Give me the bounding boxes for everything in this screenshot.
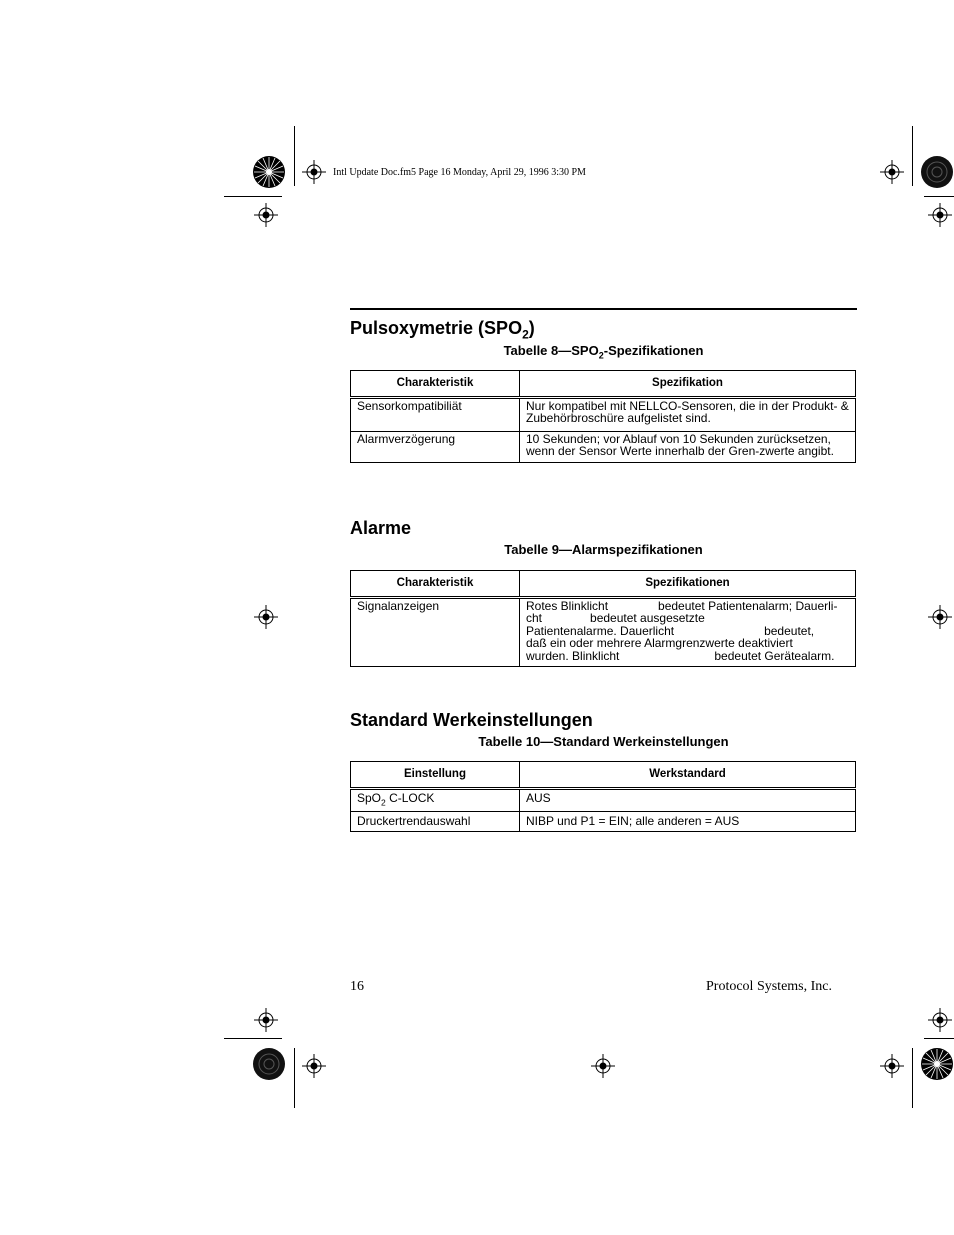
crosshair-target-icon bbox=[254, 203, 278, 227]
registration-starburst-icon bbox=[920, 1047, 954, 1081]
print-header-file-info: Intl Update Doc.fm5 Page 16 Monday, April 29, 1996 3:30 PM bbox=[333, 167, 586, 178]
section-top-rule bbox=[350, 308, 857, 310]
table-row bbox=[351, 397, 856, 431]
crop-mark bbox=[912, 1048, 913, 1108]
crop-mark bbox=[912, 126, 913, 186]
crop-mark bbox=[924, 1038, 954, 1039]
section-title-pulsoxymetrie: Pulsoxymetrie $(SPO_2)$ bbox=[350, 318, 535, 342]
crosshair-target-icon bbox=[591, 1054, 615, 1078]
column-header-werkstandard: Werkstandard bbox=[520, 762, 856, 789]
crosshair-target-icon bbox=[880, 1054, 904, 1078]
crosshair-target-icon bbox=[928, 605, 952, 629]
section-title-alarme: Alarme bbox=[350, 518, 412, 538]
column-header-spezifikation: Spezifikation bbox=[520, 371, 856, 398]
table-row bbox=[351, 597, 856, 667]
table-cell: 10 Sekunden; vor Ablauf von 10 Sekunden zurücksetzen, wenn der Sensor Werte innerhalb der Gren-zwerte angibt. bbox=[520, 431, 856, 462]
text-line: Patientenalarme. Dauerlicht bedeutet, bbox=[526, 623, 815, 638]
section-title-standard-werkeinstellungen: Standard Werkeinstellungen bbox=[350, 710, 593, 730]
crosshair-target-icon bbox=[254, 1008, 278, 1032]
table-row bbox=[351, 788, 856, 812]
crosshair-target-icon bbox=[880, 160, 904, 184]
table-row bbox=[351, 812, 856, 832]
table-cell: Nur kompatibel mit NELLCO-Sensoren, die in der Produkt- & Zubehörbroschüre aufgelistet sind. bbox=[520, 397, 856, 431]
crop-mark bbox=[224, 1038, 282, 1039]
text-line: wurden. Blinklicht bedeutet Gerätealarm. bbox=[526, 648, 835, 663]
registration-disk-icon bbox=[920, 155, 954, 189]
table-cell: Sensorkompatibiliät bbox=[351, 397, 520, 431]
crosshair-target-icon bbox=[302, 160, 326, 184]
crosshair-target-icon bbox=[254, 605, 278, 629]
table-cell: Druckertrendauswahl bbox=[351, 812, 520, 832]
column-header-einstellung: Einstellung bbox=[351, 762, 520, 789]
table-8-caption: Tabelle $8—SPO_2$-Spezifikationen bbox=[503, 343, 704, 361]
registration-starburst-icon bbox=[252, 155, 286, 189]
crop-mark bbox=[224, 196, 282, 197]
table-10-caption: Tabelle 10—Standard Werkeinstellungen bbox=[478, 734, 729, 749]
crop-mark bbox=[294, 126, 295, 186]
text-line: cht bedeutet ausgesetzte bbox=[526, 611, 705, 625]
table-9-caption: Tabelle 9—Alarmspezifikationen bbox=[504, 542, 703, 557]
table-cell: AUS bbox=[520, 788, 856, 812]
table-cell: Signalanzeigen bbox=[351, 597, 520, 667]
table-cell: Alarmverzögerung bbox=[351, 431, 520, 462]
column-header-charakteristik: Charakteristik bbox=[351, 371, 520, 398]
alarm-spec-table bbox=[350, 570, 856, 667]
table-cell: NIBP und P1 = EIN; alle anderen = AUS bbox=[520, 812, 856, 832]
crop-mark bbox=[924, 196, 954, 197]
crop-mark bbox=[294, 1048, 295, 1108]
text-line: Rotes Blinklicht bedeutet Patientenalarm; Dauerli- bbox=[526, 598, 838, 613]
crosshair-target-icon bbox=[928, 1008, 952, 1032]
column-header-spezifikationen: Spezifikationen bbox=[520, 571, 856, 598]
footer-company: Protocol Systems, Inc. bbox=[706, 979, 832, 994]
column-header-charakteristik: Charakteristik bbox=[351, 571, 520, 598]
table-row bbox=[351, 431, 856, 462]
crosshair-target-icon bbox=[302, 1054, 326, 1078]
default-settings-table bbox=[350, 761, 856, 832]
text-line: daß ein oder mehrere Alarmgrenzwerte deaktiviert bbox=[526, 636, 793, 650]
spo2-spec-table bbox=[350, 370, 856, 463]
registration-disk-icon bbox=[252, 1047, 286, 1081]
crosshair-target-icon bbox=[928, 203, 952, 227]
table-cell: SpO$_2$ C-LOCK bbox=[351, 788, 520, 812]
signal-description-cell bbox=[520, 597, 856, 667]
page-number: 16 bbox=[350, 979, 364, 994]
